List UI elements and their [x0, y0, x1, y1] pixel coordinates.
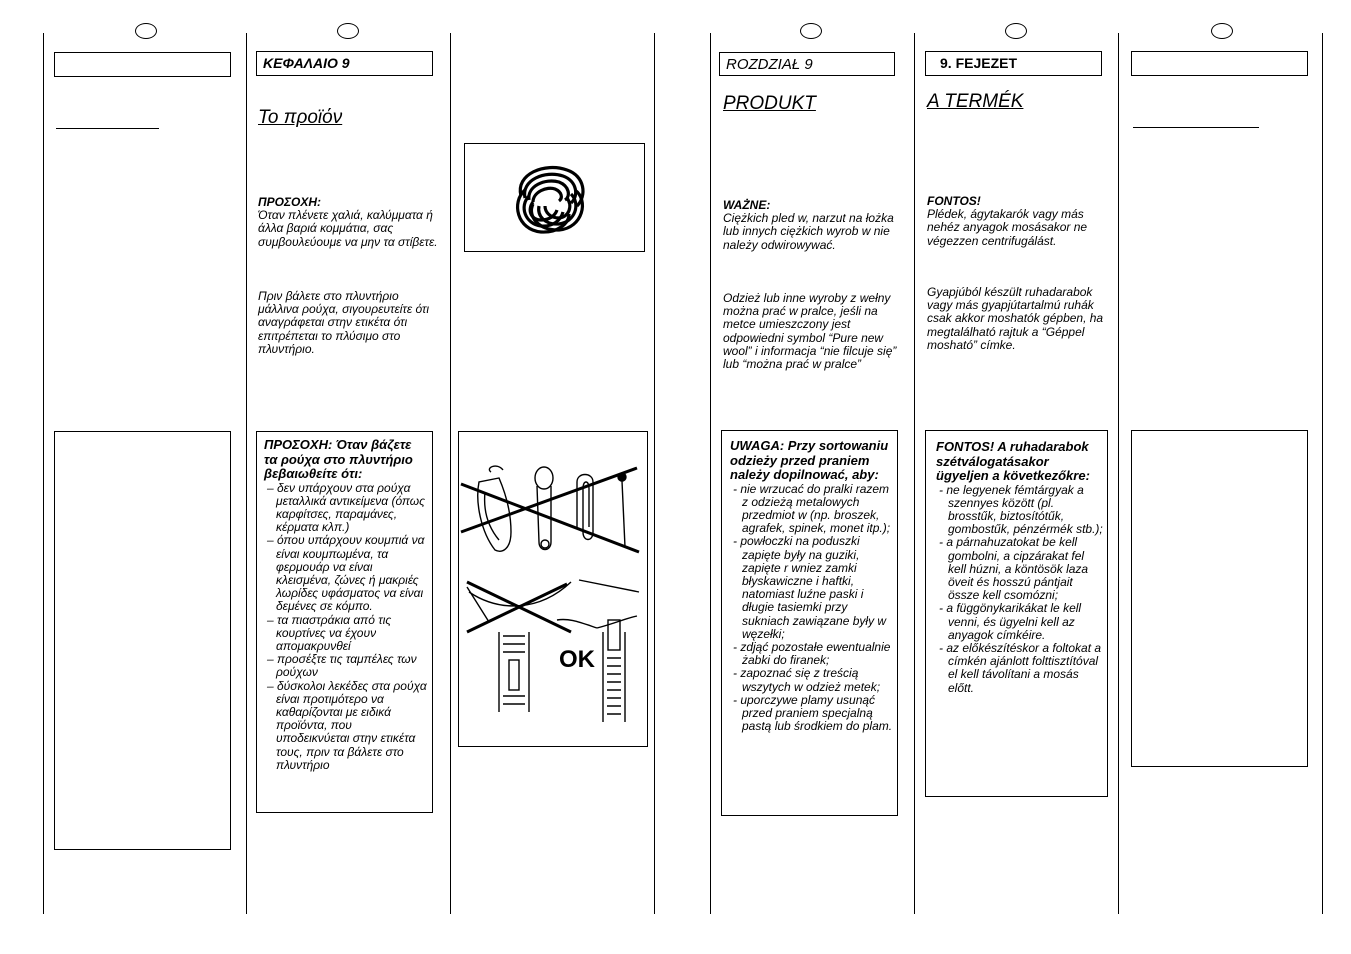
chapter-header-empty — [1131, 51, 1308, 76]
notice-box-empty — [1131, 430, 1308, 767]
column-divider — [710, 33, 711, 914]
list-item: – τα πιαστράκια από τις κουρτίνες να έχουν απομακρυνθεί — [267, 612, 392, 653]
notice-list — [730, 483, 893, 734]
list-item: - a párnahuzatokat be kell gombolni, a cipzárakat fel kell húzni, a köntösök laza öveit és hosszú pántjait össze kell csomózni; — [939, 535, 1089, 603]
column-divider — [43, 33, 44, 914]
title-underline-empty — [1133, 127, 1259, 128]
warning-heading: FONTOS! — [927, 194, 981, 208]
column-divider — [1118, 33, 1119, 914]
notice-box-hungarian — [925, 430, 1108, 797]
warning-text: Plédek, ágytakarók vagy más nehéz anyagok mosásakor ne végezzen centrifugálást. — [927, 207, 1088, 248]
language-marker — [1005, 23, 1027, 39]
notice-box-greek — [256, 431, 433, 813]
chapter-label: ROZDZIAŁ 9 — [726, 56, 813, 73]
ok-label: OK — [559, 646, 595, 673]
warning-greek — [258, 196, 438, 249]
list-item: - ne legyenek fémtárgyak a szennyes között (pl. brosstűk, biztosítótűk, gombostűk, pénzérmék stb.); — [939, 482, 1103, 537]
notice-list — [264, 482, 428, 772]
list-item: – δύσκολοι λεκέδες στα ρούχα είναι προτιμότερο να καθαρίζονται με ειδικά προϊόντα, που υποδεικνύεται στην ετικέτα τους, πριν τα βάλετε στο πλυντήριο — [267, 678, 427, 772]
list-item: - uporczywe plamy usunąć przed praniem specjalną pastą lub środkiem do plam. — [733, 692, 893, 734]
language-marker — [800, 23, 822, 39]
language-marker — [1211, 23, 1233, 39]
language-marker — [337, 23, 359, 39]
wool-note-greek: Πριν βάλετε στο πλυντήριο μάλλινα ρούχα, σιγουρευτείτε ότι αναγράφεται στην ετικέτα ότι επιτρέπεται το πλύσιμο στο πλυντήριο. — [258, 289, 430, 356]
warning-heading: WAŻNE: — [723, 198, 771, 212]
notice-heading: FONTOS! A ruhadarabok szétválogatásakor ügyeljen a következőkre: — [936, 439, 1090, 483]
column-divider — [450, 33, 451, 914]
notice-heading: UWAGA: Przy sortowaniu odzieży przed praniem należy dopilnować, aby: — [730, 438, 889, 482]
list-item: - zapoznać się z treścią wszytych w odzież metek; — [733, 666, 881, 694]
notice-list — [936, 484, 1103, 695]
section-title-hungarian: A TERMÉK — [927, 91, 1024, 112]
chapter-header-hungarian — [925, 51, 1102, 76]
sorting-illustration — [458, 431, 648, 747]
column-divider — [914, 33, 915, 914]
list-item: - zdjąć pozostałe ewentualnie żabki do firanek; — [733, 639, 891, 668]
warning-hungarian — [927, 195, 1107, 248]
warning-heading: ΠΡΟΣΟΧΗ: — [258, 195, 322, 209]
chapter-label: ΚΕΦΑΛΑΙΟ 9 — [263, 55, 350, 71]
chapter-label: 9. FEJEZET — [940, 55, 1018, 71]
wool-note-polish: Odzież lub inne wyroby z wełny można prać w pralce, jeśli na metce umieszczony jest odpowiedni symbol “Pure new wool” i informacja “nie filcuje się” lub “można prać w pralce” — [723, 291, 897, 372]
notice-box-empty — [54, 431, 231, 850]
list-item: – δεν υπάρχουν στα ρούχα μεταλλικά αντικείμενα (όπως καρφίτσες, παραμάνες, κέρματα κλπ.) — [267, 480, 425, 535]
title-underline-empty — [56, 128, 159, 129]
chapter-header-polish — [719, 52, 895, 76]
sorting-drawing — [459, 432, 647, 746]
warning-text: Όταν πλένετε χαλιά, καλύμματα ή άλλα βαριά κομμάτια, σας συμβουλεύουμε να μην τα στίβετε. — [258, 208, 438, 249]
wool-note-hungarian: Gyapjúból készült ruhadarabok vagy más gyapjútartalmú ruhák csak akkor moshatók gépben, ha megtalálható rajtuk a “Géppel mosható” címke. — [927, 285, 1104, 352]
column-divider — [654, 33, 655, 914]
list-item: - a függönykarikákat le kell venni, és ügyelni kell az anyagok címkéire. — [939, 601, 1082, 642]
warning-text: Ciężkich pled w, narzut na łożka lub innych ciężkich wyrob w nie należy odwirowywać. — [723, 211, 894, 252]
list-item: - powłoczki na poduszki zapięte były na guziki, zapięte r wniez zamki błyskawiczne i haftki, natomiast luźne paski i długie tasiemki przy sukniach zawiązane były w węzełki; — [733, 534, 887, 641]
list-item: – όπου υπάρχουν κουμπιά να είναι κουμπωμένα, τα φερμουάρ να είναι κλεισμένα, ζώνες ή μακριές λωρίδες υφάσματος να είναι δεμένες σε κόμπο. — [267, 533, 425, 614]
list-item: – προσέξτε τις ταμπέλες των ρούχων — [267, 652, 417, 680]
list-item: - az előkészítéskor a foltokat a címkén ajánlott folttisztítóval el kell távolítani a mosás előtt. — [939, 640, 1102, 695]
woolmark-icon — [465, 144, 644, 251]
column-divider — [246, 33, 247, 914]
section-title-greek: Το προϊόν — [258, 107, 343, 128]
language-marker — [135, 23, 157, 39]
list-item: - nie wrzucać do pralki razem z odzieżą metalowych przedmiot w (np. broszek, agrafek, spinek, monet itp.); — [733, 481, 891, 536]
section-title-polish: PRODUKT — [723, 93, 816, 114]
chapter-header-greek — [256, 51, 433, 76]
chapter-header-empty — [54, 52, 231, 77]
notice-heading: ΠΡΟΣΟΧΗ: Όταν βάζετε τα ρούχα στο πλυντήριο βεβαιωθείτε ότι: — [264, 437, 413, 481]
notice-box-polish — [721, 430, 898, 816]
column-divider — [1322, 33, 1323, 914]
woolmark-image — [464, 143, 645, 252]
warning-polish — [723, 199, 899, 252]
